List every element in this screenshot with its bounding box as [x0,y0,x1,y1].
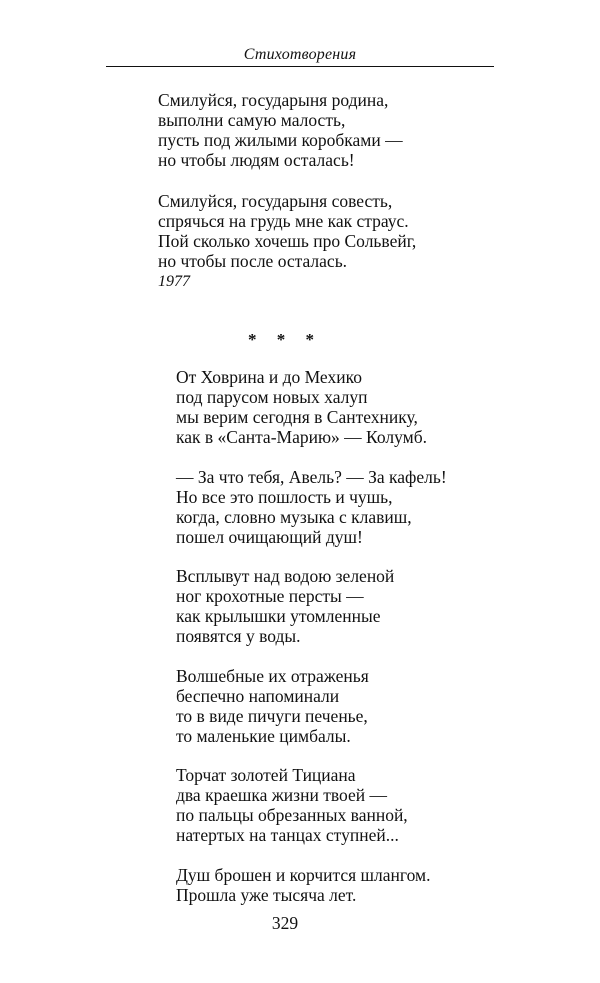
poem-line: Волшебные их отраженья [176,665,369,686]
poem-line: Торчат золотей Тициана [176,765,356,785]
poem-line: Прошла уже тысяча лет. [176,884,357,905]
poem-line: беспечно напоминали [176,685,340,706]
poem-two [176,367,447,924]
poem-line: пусть под жилыми коробками — [158,130,403,150]
poem-line: но чтобы людям осталась! [158,150,355,170]
poem-two-stanza-5 [176,765,447,845]
poem-one [158,90,416,292]
poem-line: как крылышки утомленные [176,606,381,626]
poem-line: под парусом новых халуп [176,387,368,407]
running-head-title: Стихотворения [243,46,357,63]
poem-line: Душ брошен и корчится шлангом. [176,864,431,885]
page-number: 329 [271,913,299,933]
poem-line: Смилуйся, государыня родина, [158,90,389,110]
poem-line: Но все это пошлость и чушь, [176,486,393,507]
poem-one-stanza-2 [158,191,416,271]
poem-two-stanza-2 [176,467,447,547]
poem-line: ног крохотные персты — [176,586,364,606]
poem-two-stanza-3 [176,566,447,646]
poem-line: когда, словно музыка с клавиш, [176,506,412,527]
poem-line: выполни самую малость, [158,110,346,130]
poem-line: как в «Санта-Марию» — Колумб. [176,427,427,447]
poem-line: но чтобы после осталась. [158,251,348,271]
poem-one-date: 1977 [158,273,190,290]
poem-line: натертых на танцах ступней... [176,825,399,845]
poem-one-stanza-1 [158,90,416,170]
poem-two-stanza-6 [176,865,447,905]
section-separator-asterisks: * * * [248,330,322,349]
poem-line: мы верим сегодня в Сантехнику, [176,407,418,427]
poem-line: Смилуйся, государыня совесть, [158,191,393,211]
poem-line: — За что тебя, Авель? — За кафель! [176,466,447,487]
poem-line: пошел очищающий душ! [176,526,363,547]
poem-line: два краешка жизни твоей — [176,785,387,805]
header-rule [106,66,494,67]
poem-line: Пой сколько хочешь про Сольвейг, [158,231,417,251]
poem-two-stanza-4 [176,666,447,746]
poem-line: спрячься на грудь мне как страус. [158,211,409,231]
poem-line: то в виде пичуги печенье, [176,705,368,726]
poem-line: появятся у воды. [176,626,301,646]
poem-line: по пальцы обрезанных ванной, [176,805,408,825]
poem-two-stanza-1 [176,367,447,447]
poem-line: то маленькие цимбалы. [176,725,351,746]
poem-line: От Ховрина и до Мехико [176,367,362,387]
poem-line: Всплывут над водою зеленой [176,566,395,586]
